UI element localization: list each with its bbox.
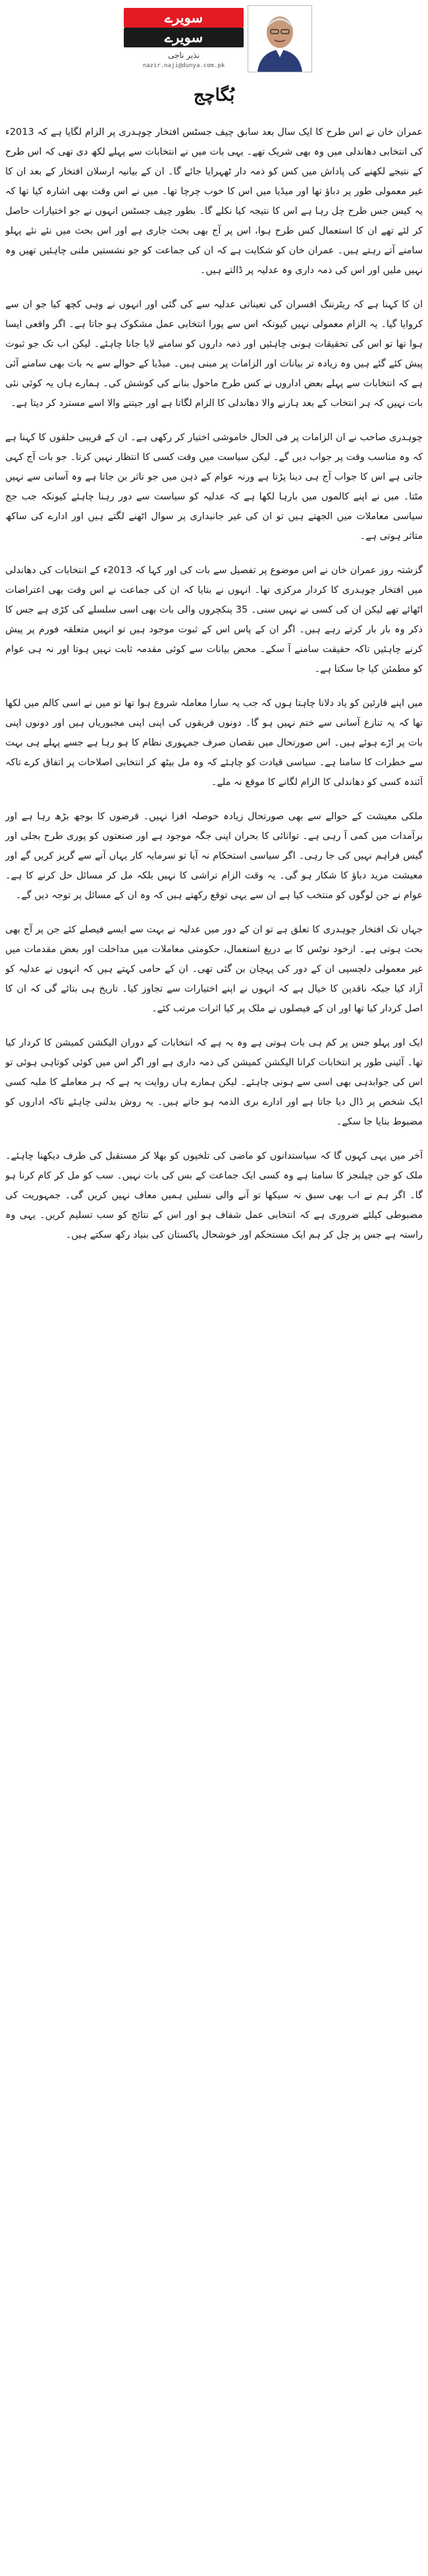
logo-top-text: سویرے [124, 8, 244, 28]
article-paragraph: آخر میں یہی کہوں گا کہ سیاستدانوں کو ماضی کی تلخیوں کو بھلا کر مستقبل کی طرف دیکھنا چاہئے۔ ملک کو جن چیلنجز کا سامنا ہے وہ کسی ایک جماعت کے بس کی بات نہیں۔ سب کو مل کر کام کرنا ہو گا۔ اگر ہم نے اب بھی سبق نہ سیکھا تو آنے والی نسلیں ہمیں معاف نہیں کریں گی۔ جمہوریت کی مضبوطی کیلئے ضروری ہے کہ انتخابی عمل شفاف ہو اور اس کے نتائج کو سب تسلیم کریں۔ یہی وہ راستہ ہے جس پر چل کر ہم ایک مستحکم اور خوشحال پاکستان کی بنیاد رکھ سکتے ہیں۔ [5, 1151, 423, 1240]
column-logo [124, 8, 244, 49]
column-masthead [117, 5, 315, 83]
article-paragraph: عمران خان نے اس طرح کا ایک سال بعد سابق چیف جسٹس افتخار چوہدری پر الزام لگایا ہے کہ 2013ء کی انتخابی دھاندلی میں وہ بھی شریک تھے۔ یہی بات میں نے انتخابات سے پہلے لکھ دی تھی کہ اس طرح کے نتیجے لکھنے کی پاداش میں کس کو ذمہ دار ٹھہرایا جائے گا۔ ان کے بیانیہ ارسلان افتخار کے بعد ان کا غیر معمولی طور پر دباؤ تھا اور میڈیا میں اس کا خوب چرچا تھا۔ میں نے اس وقت بھی اشارہ کیا تھا کہ یہ کیس جس طرح چل رہا ہے اس کا نتیجہ کیا نکلے گا۔ بطور چیف جسٹس انہوں نے جو اختیارات حاصل کر لئے تھے ان کا استعمال کس طرح ہوا، اس پر آج بھی بحث جاری ہے اور اس بحث میں نئے نئے پہلو سامنے آتے رہتے ہیں۔ عمران خان کو شکایت ہے کہ ان کی جماعت کو جو نشستیں ملنی چاہئیں تھیں وہ نہیں ملیں اور اس کی ذمہ داری وہ عدلیہ پر ڈالتے ہیں۔ [5, 127, 423, 276]
article-paragraph: گزشتہ روز عمران خان نے اس موضوع پر تفصیل سے بات کی اور کہا کہ 2013ء کے انتخابات کی دھاندلی میں افتخار چوہدری کا کردار مرکزی تھا۔ انہوں نے بتایا کہ ان کی جماعت نے اس وقت بھی اعتراضات اٹھائے تھے لیکن ان کی کسی نے نہیں سنی۔ 35 پنکچروں والی بات بھی اسی سلسلے کی کڑی ہے جس کا ذکر وہ بار بار کرتے رہے ہیں۔ اگر ان کے پاس اس کے ثبوت موجود ہیں تو انہیں متعلقہ فورم پر پیش کرنے چاہئیں تاکہ حقیقت سامنے آ سکے۔ محض بیانات سے کوئی مقدمہ ثابت نہیں ہوتا اور نہ ہی عوام کو مطمئن کیا جا سکتا ہے۔ [5, 565, 423, 674]
column-title: بُگاچج [193, 86, 235, 105]
article-paragraph: جہاں تک افتخار چوہدری کا تعلق ہے تو ان کے دور میں عدلیہ نے بہت سے ایسے فیصلے کئے جن پر آج بھی بحث ہوتی ہے۔ ازخود نوٹس کا بے دریغ استعمال، حکومتی معاملات میں مداخلت اور بعض مقدمات میں غیر معمولی دلچسپی ان کے دور کی پہچان بن گئی تھی۔ ان کے حامی کہتے ہیں کہ انہوں نے عدلیہ کو آزاد کیا جبکہ ناقدین کا خیال ہے کہ انہوں نے اپنے اختیارات سے تجاوز کیا۔ تاریخ ہی بتائے گی کہ ان کا اصل کردار کیا تھا اور ان کے فیصلوں نے ملک پر کیا اثرات مرتب کئے۔ [5, 924, 423, 1014]
author-photo [248, 5, 312, 72]
article-paragraph: ایک اور پہلو جس پر کم ہی بات ہوتی ہے وہ یہ ہے کہ انتخابات کے دوران الیکشن کمیشن کا کردار کیا تھا۔ آئینی طور پر انتخابات کرانا الیکشن کمیشن کی ذمہ داری ہے اور اگر اس میں کوئی کوتاہی ہوئی تو اس کی جوابدہی بھی اسی سے ہونی چاہئے۔ لیکن ہمارے ہاں روایت یہ ہے کہ ہر معاملے کا ملبہ کسی ایک شخص پر ڈال دیا جاتا ہے اور ادارے بری الذمہ ہو جاتے ہیں۔ یہ روش بدلنی چاہئے تاکہ اداروں کو مضبوط بنایا جا سکے۔ [5, 1038, 423, 1127]
article-paragraph: چوہدری صاحب نے ان الزامات پر فی الحال خاموشی اختیار کر رکھی ہے۔ ان کے قریبی حلقوں کا کہنا ہے کہ وہ مناسب وقت پر جواب دیں گے۔ لیکن سیاست میں وقت کسی کا انتظار نہیں کرتا۔ جو بات آج کہی جاتی ہے اس کا جواب آج ہی دینا پڑتا ہے ورنہ عوام کے ذہن میں جو تاثر بن جاتا ہے وہ آسانی سے نہیں مٹتا۔ میں نے اپنے کالموں میں بارہا لکھا ہے کہ عدلیہ کو سیاست سے دور رہنا چاہئے کیونکہ جب جج سیاسی معاملات میں الجھتے ہیں تو ان کی غیر جانبداری پر سوال اٹھنے لگتے ہیں اور ادارے کی ساکھ متاثر ہوتی ہے۔ [5, 432, 423, 542]
logo-bottom-text: سویرے [124, 28, 244, 47]
article-paragraph: ملکی معیشت کے حوالے سے بھی صورتحال زیادہ حوصلہ افزا نہیں۔ قرضوں کا بوجھ بڑھ رہا ہے اور برآمدات میں کمی آ رہی ہے۔ توانائی کا بحران اپنی جگہ موجود ہے اور صنعتوں کو پوری طرح بجلی اور گیس فراہم نہیں کی جا رہی۔ اگر سیاسی استحکام نہ آیا تو سرمایہ کار یہاں آنے سے گریز کریں گے اور معیشت مزید دباؤ کا شکار ہو گی۔ یہ وقت الزام تراشی کا نہیں بلکہ مل کر مسائل حل کرنے کا ہے۔ عوام نے جن لوگوں کو منتخب کیا ہے ان سے یہی توقع رکھتے ہیں کہ وہ ان کے مسائل پر توجہ دیں گے۔ [5, 811, 423, 901]
article-paragraph: ان کا کہنا ہے کہ ریٹرننگ افسران کی تعیناتی عدلیہ سے کی گئی اور انہوں نے وہی کچھ کیا جو ان سے کروایا گیا۔ یہ الزام معمولی نہیں کیونکہ اس سے پورا انتخابی عمل مشکوک ہو جاتا ہے۔ اگر واقعی ایسا ہوا تھا تو اس کی تحقیقات ہونی چاہئیں اور ذمہ داروں کو سامنے لایا جانا چاہئے۔ لیکن اب تک جو ثبوت پیش کئے گئے ہیں وہ زیادہ تر بیانات اور الزامات پر مبنی ہیں۔ میڈیا کے حوالے سے یہ بات بھی سامنے آئی ہے کہ انتخابات سے پہلے بعض اداروں نے کس طرح ماحول بنانے کی کوشش کی۔ ہمارے ہاں یہ کوئی نئی بات نہیں کہ ہر انتخاب کے بعد ہارنے والا دھاندلی کا الزام لگاتا ہے اور جیتنے والا اسے مسترد کر دیتا ہے۔ [5, 299, 423, 409]
article-body [5, 122, 423, 2567]
author-portrait-icon [248, 6, 311, 72]
article-paragraph: میں اپنے قارئین کو یاد دلانا چاہتا ہوں کہ جب یہ سارا معاملہ شروع ہوا تھا تو میں نے اسی کالم میں لکھا تھا کہ یہ تنازع آسانی سے ختم نہیں ہو گا۔ دونوں فریقوں کی اپنی اپنی مجبوریاں ہیں اور دونوں اپنی بات پر اڑے ہوئے ہیں۔ اس صورتحال میں نقصان صرف جمہوری نظام کا ہو رہا ہے جسے پہلے ہی بہت سے خطرات کا سامنا ہے۔ سیاسی قیادت کو چاہئے کہ وہ مل بیٹھ کر انتخابی اصلاحات پر اتفاق کرے تاکہ آئندہ کسی کو دھاندلی کا الزام لگانے کا موقع نہ ملے۔ [5, 698, 423, 788]
author-email: nazir.naji@dunya.com.pk [142, 63, 225, 69]
author-name: نذیر ناجی [168, 51, 200, 60]
